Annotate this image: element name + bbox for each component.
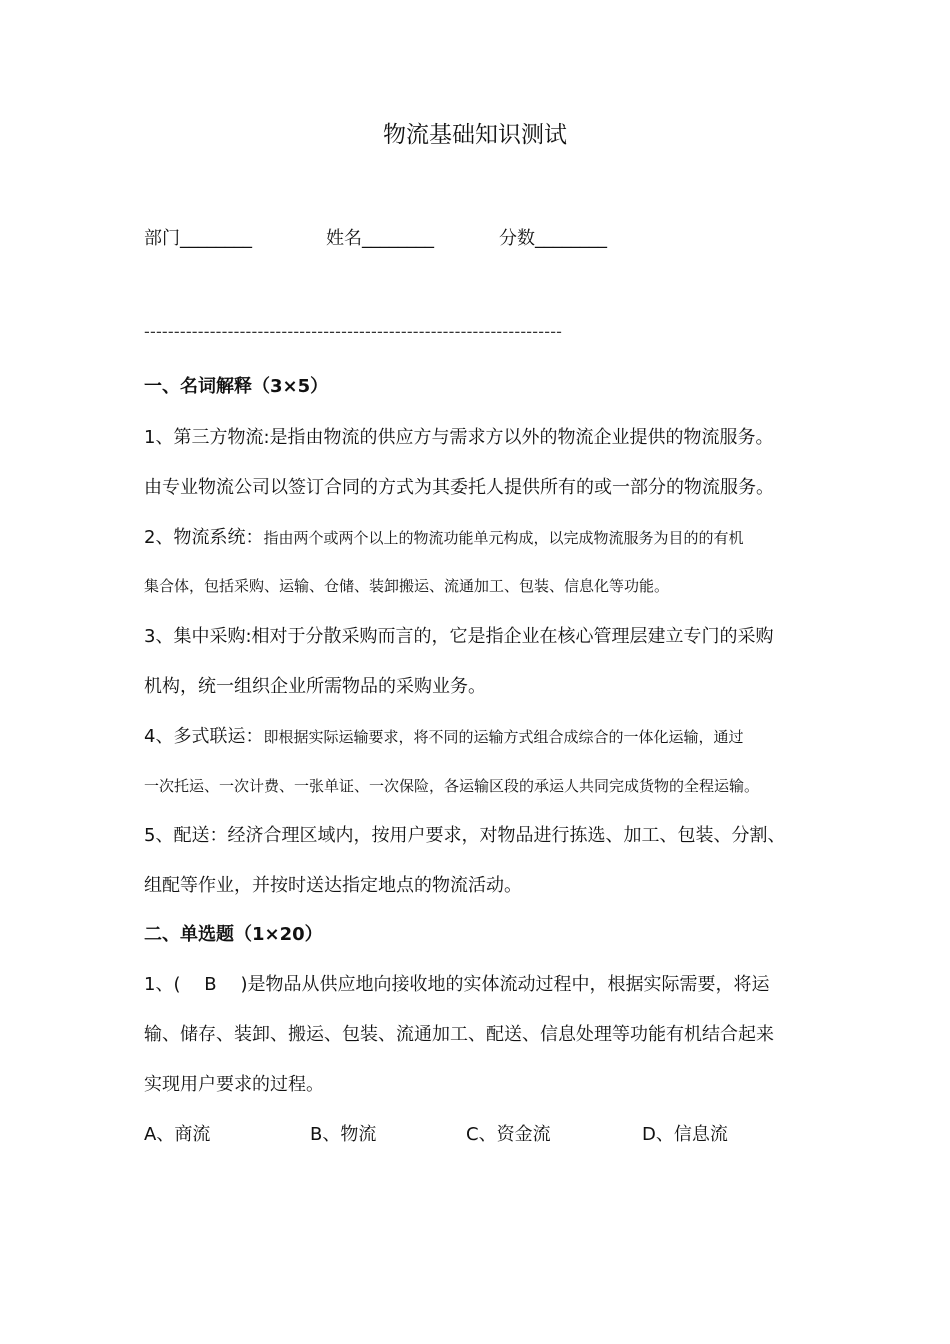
dashed-divider: ----------------------------------------------------------------------	[144, 322, 563, 341]
term-5-line1	[144, 821, 814, 847]
term-4-label: 4、多式联运：	[144, 726, 264, 747]
term-3-def: 相对于分散采购而言的，它是指企业在核心管理层建立专门的采购	[251, 626, 774, 647]
term-2-label: 2、物流系统：	[144, 527, 264, 548]
term-1-label: 1、第三方物流:	[144, 427, 270, 448]
question-1-option-d: D、信息流	[642, 1124, 728, 1145]
term-1-line1	[144, 423, 814, 449]
term-3-line1	[144, 622, 814, 648]
question-1-text: )是物品从供应地向接收地的实体流动过程中，根据实际需要，将运	[240, 974, 770, 995]
name-field: 姓名________	[326, 228, 434, 249]
term-5-def: 经济合理区域内，按用户要求，对物品进行拣选、加工、包装、分割、	[227, 825, 786, 846]
term-1-def: 是指由物流的供应方与需求方以外的物流企业提供的物流服务。	[269, 427, 774, 448]
term-4-def: 即根据实际运输要求，将不同的运输方式组合成综合的一体化运输，通过	[263, 728, 744, 746]
score-field: 分数________	[499, 228, 607, 249]
term-4-line1	[144, 722, 814, 748]
term-2-line2: 集合体，包括采购、运输、仓储、装卸搬运、流通加工、包装、信息化等功能。	[144, 577, 670, 595]
term-3-line2: 机构，统一组织企业所需物品的采购业务。	[144, 676, 486, 697]
question-1-option-b: B、物流	[310, 1124, 377, 1145]
department-field: 部门________	[144, 228, 252, 249]
term-5-line2: 组配等作业，并按时送达指定地点的物流活动。	[144, 875, 522, 896]
section2-heading: 二、单选题（1×20）	[144, 924, 323, 945]
question-1-option-c: C、资金流	[466, 1124, 551, 1145]
term-4-line2: 一次托运、一次计费、一张单证、一次保险，各运输区段的承运人共同完成货物的全程运输。	[144, 777, 760, 795]
term-5-label: 5、配送：	[144, 825, 228, 846]
document-title: 物流基础知识测试	[383, 122, 567, 148]
term-2-line1	[144, 523, 814, 549]
term-3-label: 3、集中采购:	[144, 626, 252, 647]
question-1-line3: 实现用户要求的过程。	[144, 1074, 324, 1095]
question-1-option-a: A、商流	[144, 1124, 211, 1145]
question-1-line1	[144, 970, 814, 996]
term-2-def: 指由两个或两个以上的物流功能单元构成，以完成物流服务为目的的有机	[263, 529, 744, 547]
question-1-line2: 输、储存、装卸、搬运、包装、流通加工、配送、信息处理等功能有机结合起来	[144, 1024, 774, 1045]
question-1-answer: B	[204, 974, 217, 995]
question-1-prefix: 1、(	[144, 974, 181, 995]
section1-heading: 一、名词解释（3×5）	[144, 376, 329, 397]
term-1-line2: 由专业物流公司以签订合同的方式为其委托人提供所有的或一部分的物流服务。	[144, 477, 774, 498]
